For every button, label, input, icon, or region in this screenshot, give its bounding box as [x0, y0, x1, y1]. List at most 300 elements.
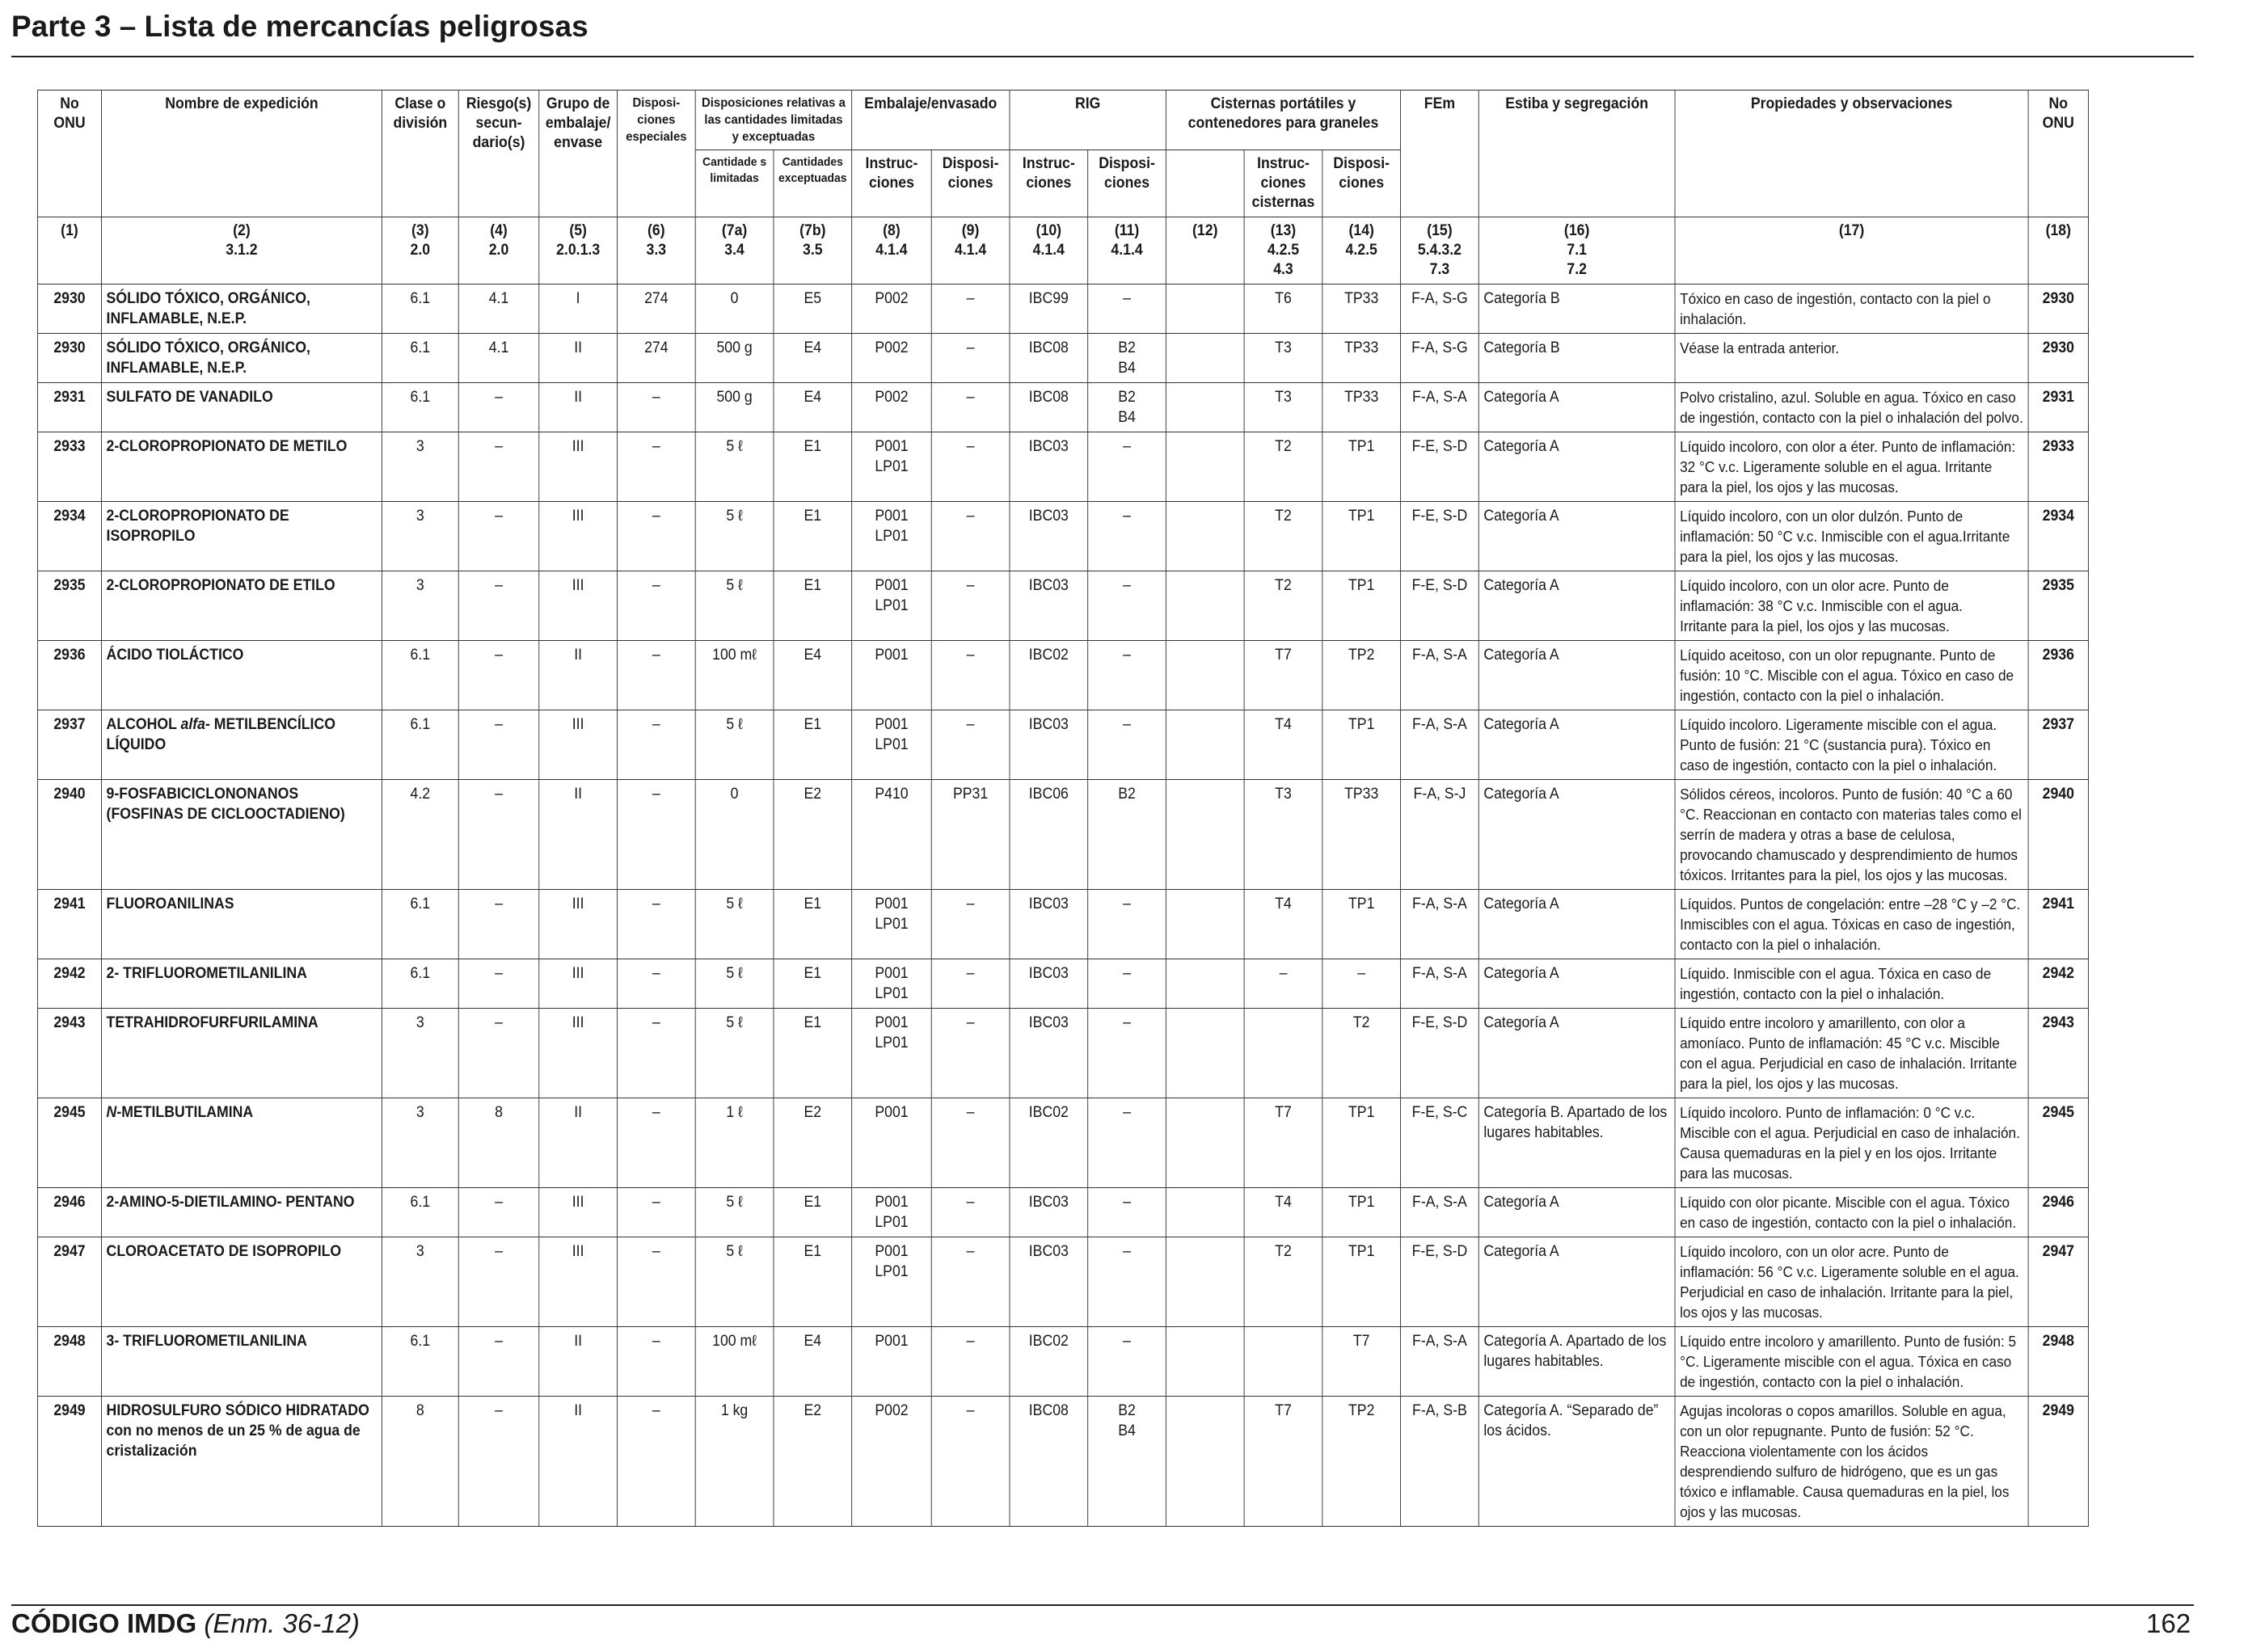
un-number-cell: 2948 — [37, 1327, 101, 1397]
excepted-quantity-cell: E4 — [774, 1327, 852, 1397]
column-12-cell — [1166, 1098, 1244, 1188]
tank-provision-cell: – — [1322, 959, 1401, 1009]
column-12-cell — [1166, 890, 1244, 959]
un-number-right-cell: 2945 — [2028, 1098, 2088, 1188]
shipping-name-cell: TETRAHIDROFURFURILAMINA — [102, 1009, 382, 1098]
header-7a: Cantidade s limitadas — [695, 150, 774, 217]
un-number-right-cell: 2947 — [2028, 1237, 2088, 1327]
ref-section: 2.0.1.3 — [556, 242, 601, 259]
excepted-quantity-cell: E1 — [774, 959, 852, 1009]
column-12-cell — [1166, 284, 1244, 334]
header-un-number-right: No ONU — [2028, 91, 2088, 217]
table-row — [37, 641, 2088, 710]
ref-section: 7.2 — [1567, 261, 1587, 278]
ems-cell: F-E, S-D — [1401, 502, 1479, 571]
properties-cell: Líquido incoloro, con olor a éter. Punto de inflamación: 32 °C v.c. Ligeramente soluble en el agua. Irritante para la piel, los ojos y las mucosas. — [1675, 432, 2028, 502]
ibc-instruction-cell: IBC02 — [1010, 1098, 1088, 1188]
header-limited-quantities: Disposiciones relativas a las cantidades limitadas y exceptuadas — [695, 91, 851, 150]
column-12-cell — [1166, 571, 1244, 641]
ems-cell: F-A, S-J — [1401, 780, 1479, 890]
subsidiary-risk-cell: – — [458, 1009, 539, 1098]
ref-cell — [1244, 217, 1322, 284]
un-number-cell: 2947 — [37, 1237, 101, 1327]
tank-provision-cell: TP33 — [1322, 334, 1401, 383]
limited-quantity-cell: 5 ℓ — [695, 890, 774, 959]
packing-instruction-cell: P001 LP01 — [852, 502, 932, 571]
excepted-quantity-cell: E1 — [774, 710, 852, 780]
special-provisions-cell: – — [617, 1188, 695, 1237]
ibc-instruction-cell: IBC02 — [1010, 641, 1088, 710]
packing-group-cell: II — [539, 1327, 618, 1397]
un-number-right-cell: 2940 — [2028, 780, 2088, 890]
packing-provision-cell: – — [931, 502, 1010, 571]
tank-instruction-cell: T2 — [1244, 1237, 1322, 1327]
ref-number: (2) — [233, 222, 251, 239]
tank-provision-cell: TP33 — [1322, 284, 1401, 334]
ibc-instruction-cell: IBC03 — [1010, 959, 1088, 1009]
ibc-provision-cell: B2 B4 — [1088, 383, 1166, 432]
properties-cell: Sólidos céreos, incoloros. Punto de fusión: 40 °C a 60 °C. Reaccionan en contacto con materias tales como el serrín de madera y otras a base de celulosa, provocando chamuscado y desprendimiento de humos tóxicos. Irritantes para la piel, los ojos y las mucosas. — [1675, 780, 2028, 890]
tank-provision-cell: TP1 — [1322, 432, 1401, 502]
class-cell: 3 — [382, 1009, 458, 1098]
ref-cell — [382, 217, 458, 284]
stowage-cell: Categoría A — [1478, 1237, 1675, 1327]
ibc-instruction-cell: IBC03 — [1010, 1009, 1088, 1098]
packing-provision-cell: – — [931, 890, 1010, 959]
ibc-provision-cell: – — [1088, 571, 1166, 641]
class-cell: 6.1 — [382, 959, 458, 1009]
packing-group-cell: I — [539, 284, 618, 334]
un-number-cell: 2930 — [37, 334, 101, 383]
properties-cell: Tóxico en caso de ingestión, contacto con la piel o inhalación. — [1675, 284, 2028, 334]
tank-instruction-cell: T2 — [1244, 432, 1322, 502]
ems-cell: F-A, S-G — [1401, 334, 1479, 383]
header-un-number: No ONU — [37, 91, 101, 217]
packing-provision-cell: PP31 — [931, 780, 1010, 890]
packing-provision-cell: – — [931, 710, 1010, 780]
column-12-cell — [1166, 334, 1244, 383]
title-divider — [11, 56, 2194, 57]
ems-cell: F-A, S-A — [1401, 1327, 1479, 1397]
packing-instruction-cell: P001 LP01 — [852, 432, 932, 502]
properties-cell: Líquido entre incoloro y amarillento, con olor a amoníaco. Punto de inflamación: 45 °C v.c. Miscible con el agua. Perjudicial en caso de inhalación. Irritante para la piel, los ojos y las mucosas. — [1675, 1009, 2028, 1098]
header-subsidiary-risk: Riesgo(s) secun-dario(s) — [458, 91, 539, 217]
un-number-cell: 2943 — [37, 1009, 101, 1098]
ref-cell — [1166, 217, 1244, 284]
ibc-instruction-cell: IBC06 — [1010, 780, 1088, 890]
packing-instruction-cell: P001 — [852, 641, 932, 710]
table-row — [37, 1009, 2088, 1098]
packing-provision-cell: – — [931, 383, 1010, 432]
class-cell: 6.1 — [382, 710, 458, 780]
ref-cell — [774, 217, 852, 284]
ref-cell — [1088, 217, 1166, 284]
ibc-provision-cell: – — [1088, 710, 1166, 780]
packing-instruction-cell: P001 LP01 — [852, 1237, 932, 1327]
ref-section: 3.4 — [724, 242, 744, 259]
shipping-name-cell: 2-CLOROPROPIONATO DE METILO — [102, 432, 382, 502]
column-12-cell — [1166, 1237, 1244, 1327]
packing-group-cell: II — [539, 383, 618, 432]
ibc-provision-cell: B2 B4 — [1088, 334, 1166, 383]
class-cell: 3 — [382, 432, 458, 502]
properties-cell: Líquido entre incoloro y amarillento. Punto de fusión: 5 °C. Ligeramente miscible con el agua. Tóxica en caso de ingestión, contacto con la piel o inhalación. — [1675, 1327, 2028, 1397]
page-title: Parte 3 – Lista de mercancías peligrosas — [11, 10, 588, 43]
subsidiary-risk-cell: – — [458, 1397, 539, 1527]
ref-cell — [695, 217, 774, 284]
packing-group-cell: III — [539, 1009, 618, 1098]
tank-instruction-cell: T4 — [1244, 890, 1322, 959]
column-12-cell — [1166, 502, 1244, 571]
un-number-cell: 2946 — [37, 1188, 101, 1237]
un-number-right-cell: 2931 — [2028, 383, 2088, 432]
special-provisions-cell: – — [617, 1397, 695, 1527]
subsidiary-risk-cell: – — [458, 959, 539, 1009]
tank-instruction-cell: T4 — [1244, 710, 1322, 780]
table-row — [37, 334, 2088, 383]
stowage-cell: Categoría A — [1478, 432, 1675, 502]
properties-cell: Líquidos. Puntos de congelación: entre –28 °C y –2 °C. Inmiscibles con el agua. Tóxicas en caso de ingestión, contacto con la piel o inhalación. — [1675, 890, 2028, 959]
excepted-quantity-cell: E4 — [774, 383, 852, 432]
column-12-cell — [1166, 959, 1244, 1009]
packing-provision-cell: – — [931, 1009, 1010, 1098]
excepted-quantity-cell: E1 — [774, 571, 852, 641]
ref-section: 4.2.5 — [1267, 242, 1300, 259]
ibc-instruction-cell: IBC08 — [1010, 383, 1088, 432]
shipping-name-cell: ALCOHOL alfa- METILBENCÍLICO LÍQUIDO — [102, 710, 382, 780]
class-cell: 6.1 — [382, 334, 458, 383]
reference-row — [37, 217, 2088, 284]
packing-provision-cell: – — [931, 571, 1010, 641]
table-row — [37, 1327, 2088, 1397]
subsidiary-risk-cell: 4.1 — [458, 284, 539, 334]
properties-cell: Líquido incoloro, con un olor dulzón. Punto de inflamación: 50 °C v.c. Inmiscible con el agua.Irritante para la piel, los ojos y las mucosas. — [1675, 502, 2028, 571]
packing-instruction-cell: P002 — [852, 383, 932, 432]
ref-section: 4.1.4 — [954, 242, 987, 259]
ems-cell: F-E, S-D — [1401, 571, 1479, 641]
ref-cell — [102, 217, 382, 284]
ibc-instruction-cell: IBC99 — [1010, 284, 1088, 334]
special-provisions-cell: – — [617, 502, 695, 571]
page-number: 162 — [2146, 1608, 2191, 1638]
tank-provision-cell: TP1 — [1322, 1098, 1401, 1188]
special-provisions-cell: – — [617, 1009, 695, 1098]
subsidiary-risk-cell: – — [458, 571, 539, 641]
tank-instruction-cell — [1244, 1327, 1322, 1397]
un-number-right-cell: 2941 — [2028, 890, 2088, 959]
limited-quantity-cell: 100 mℓ — [695, 641, 774, 710]
properties-cell: Líquido incoloro, con un olor acre. Punto de inflamación: 56 °C v.c. Ligeramente soluble en el agua. Perjudicial en caso de inhalación. Irritante para la piel, los ojos y las mucosas. — [1675, 1237, 2028, 1327]
packing-provision-cell: – — [931, 432, 1010, 502]
limited-quantity-cell: 5 ℓ — [695, 1009, 774, 1098]
table-row — [37, 1397, 2088, 1527]
un-number-right-cell: 2942 — [2028, 959, 2088, 1009]
ref-section: 2.0 — [488, 242, 509, 259]
limited-quantity-cell: 1 ℓ — [695, 1098, 774, 1188]
ibc-instruction-cell: IBC03 — [1010, 890, 1088, 959]
packing-provision-cell: – — [931, 1188, 1010, 1237]
shipping-name-cell: 3- TRIFLUOROMETILANILINA — [102, 1327, 382, 1397]
properties-cell: Líquido incoloro. Punto de inflamación: 0 °C v.c. Miscible con el agua. Perjudicial en caso de inhalación. Causa quemaduras en la piel y en los ojos. Irritante para las mucosas. — [1675, 1098, 2028, 1188]
ref-number: (18) — [2045, 222, 2072, 239]
column-12-cell — [1166, 383, 1244, 432]
ems-cell: F-E, S-D — [1401, 432, 1479, 502]
un-number-right-cell: 2949 — [2028, 1397, 2088, 1527]
header-9: Disposi-ciones — [931, 150, 1010, 217]
stowage-cell: Categoría B — [1478, 284, 1675, 334]
limited-quantity-cell: 0 — [695, 780, 774, 890]
tank-instruction-cell: T4 — [1244, 1188, 1322, 1237]
stowage-cell: Categoría A — [1478, 780, 1675, 890]
packing-instruction-cell: P001 LP01 — [852, 710, 932, 780]
un-number-right-cell: 2948 — [2028, 1327, 2088, 1397]
ems-cell: F-A, S-G — [1401, 284, 1479, 334]
ibc-provision-cell: B2 — [1088, 780, 1166, 890]
ref-cell — [617, 217, 695, 284]
special-provisions-cell: – — [617, 710, 695, 780]
tank-provision-cell: TP33 — [1322, 780, 1401, 890]
ems-cell: F-E, S-C — [1401, 1098, 1479, 1188]
ref-number: (7a) — [721, 222, 748, 239]
subsidiary-risk-cell: – — [458, 780, 539, 890]
packing-group-cell: II — [539, 641, 618, 710]
packing-instruction-cell: P001 LP01 — [852, 1009, 932, 1098]
ref-cell — [2028, 217, 2088, 284]
packing-instruction-cell: P001 — [852, 1327, 932, 1397]
ibc-provision-cell: – — [1088, 502, 1166, 571]
un-number-cell: 2931 — [37, 383, 101, 432]
header-shipping-name: Nombre de expedición — [102, 91, 382, 217]
stowage-cell: Categoría A — [1478, 710, 1675, 780]
packing-provision-cell: – — [931, 1397, 1010, 1527]
subsidiary-risk-cell: – — [458, 641, 539, 710]
tank-instruction-cell: T7 — [1244, 1397, 1322, 1527]
table-row — [37, 780, 2088, 890]
tank-instruction-cell: – — [1244, 959, 1322, 1009]
ibc-provision-cell: – — [1088, 1188, 1166, 1237]
packing-provision-cell: – — [931, 641, 1010, 710]
un-number-cell: 2934 — [37, 502, 101, 571]
un-number-right-cell: 2937 — [2028, 710, 2088, 780]
shipping-name-cell: 2-CLOROPROPIONATO DE ETILO — [102, 571, 382, 641]
excepted-quantity-cell: E4 — [774, 641, 852, 710]
ref-number: (15) — [1427, 222, 1453, 239]
shipping-name-cell: 2- TRIFLUOROMETILANILINA — [102, 959, 382, 1009]
ref-cell — [1322, 217, 1401, 284]
packing-group-cell: III — [539, 502, 618, 571]
special-provisions-cell: – — [617, 432, 695, 502]
tank-provision-cell: TP1 — [1322, 890, 1401, 959]
special-provisions-cell: – — [617, 959, 695, 1009]
header-class: Clase o división — [382, 91, 458, 217]
stowage-cell: Categoría A. “Separado de” los ácidos. — [1478, 1397, 1675, 1527]
subsidiary-risk-cell: – — [458, 1188, 539, 1237]
shipping-name-cell: 2-AMINO-5-DIETILAMINO- PENTANO — [102, 1188, 382, 1237]
special-provisions-cell: – — [617, 1098, 695, 1188]
special-provisions-cell: – — [617, 1237, 695, 1327]
special-provisions-cell: 274 — [617, 284, 695, 334]
stowage-cell: Categoría A — [1478, 959, 1675, 1009]
table-row — [37, 383, 2088, 432]
excepted-quantity-cell: E1 — [774, 1188, 852, 1237]
footer-amendment: (Enm. 36-12) — [204, 1608, 360, 1638]
column-12-cell — [1166, 1397, 1244, 1527]
header-row-1 — [37, 91, 2088, 150]
header-portable-tanks: Cisternas portátiles y contenedores para graneles — [1166, 91, 1400, 150]
header-13: Instruc-ciones cisternas — [1244, 150, 1322, 217]
ibc-instruction-cell: IBC08 — [1010, 334, 1088, 383]
subsidiary-risk-cell: – — [458, 432, 539, 502]
ref-number: (16) — [1563, 222, 1590, 239]
special-provisions-cell: – — [617, 890, 695, 959]
un-number-right-cell: 2933 — [2028, 432, 2088, 502]
tank-instruction-cell: T3 — [1244, 334, 1322, 383]
packing-instruction-cell: P002 — [852, 284, 932, 334]
packing-instruction-cell: P001 LP01 — [852, 890, 932, 959]
packing-provision-cell: – — [931, 334, 1010, 383]
limited-quantity-cell: 0 — [695, 284, 774, 334]
ibc-instruction-cell: IBC03 — [1010, 432, 1088, 502]
un-number-cell: 2940 — [37, 780, 101, 890]
properties-cell: Líquido aceitoso, con un olor repugnante. Punto de fusión: 10 °C. Miscible con el agua. Tóxico en caso de ingestión, contacto con la piel o inhalación. — [1675, 641, 2028, 710]
ref-number: (10) — [1036, 222, 1062, 239]
limited-quantity-cell: 5 ℓ — [695, 959, 774, 1009]
subsidiary-risk-cell: 4.1 — [458, 334, 539, 383]
special-provisions-cell: – — [617, 780, 695, 890]
un-number-cell: 2941 — [37, 890, 101, 959]
stowage-cell: Categoría A — [1478, 890, 1675, 959]
limited-quantity-cell: 5 ℓ — [695, 1237, 774, 1327]
tank-instruction-cell: T2 — [1244, 502, 1322, 571]
ref-cell — [931, 217, 1010, 284]
ref-number: (4) — [490, 222, 508, 239]
special-provisions-cell: – — [617, 1327, 695, 1397]
ref-section: 3.5 — [803, 242, 823, 259]
class-cell: 6.1 — [382, 1327, 458, 1397]
ibc-instruction-cell: IBC03 — [1010, 502, 1088, 571]
stowage-cell: Categoría A — [1478, 641, 1675, 710]
packing-instruction-cell: P410 — [852, 780, 932, 890]
class-cell: 6.1 — [382, 383, 458, 432]
stowage-cell: Categoría A — [1478, 1188, 1675, 1237]
class-cell: 3 — [382, 1098, 458, 1188]
table-row — [37, 432, 2088, 502]
packing-group-cell: III — [539, 710, 618, 780]
header-packaging: Embalaje/envasado — [852, 91, 1010, 150]
un-number-cell: 2930 — [37, 284, 101, 334]
packing-group-cell: II — [539, 1098, 618, 1188]
packing-instruction-cell: P001 LP01 — [852, 1188, 932, 1237]
stowage-cell: Categoría A. Apartado de los lugares habitables. — [1478, 1327, 1675, 1397]
ems-cell: F-A, S-A — [1401, 890, 1479, 959]
ref-number: (17) — [1838, 222, 1865, 239]
ref-section: 4.1.4 — [1111, 242, 1143, 259]
ref-section: 4.3 — [1273, 261, 1293, 278]
un-number-right-cell: 2935 — [2028, 571, 2088, 641]
ibc-instruction-cell: IBC03 — [1010, 1188, 1088, 1237]
un-number-cell: 2949 — [37, 1397, 101, 1527]
ref-cell — [1401, 217, 1479, 284]
tank-instruction-cell: T3 — [1244, 780, 1322, 890]
stowage-cell: Categoría A — [1478, 383, 1675, 432]
packing-group-cell: III — [539, 890, 618, 959]
ref-number: (7b) — [799, 222, 826, 239]
packing-provision-cell: – — [931, 284, 1010, 334]
tank-instruction-cell: T2 — [1244, 571, 1322, 641]
ref-number: (12) — [1192, 222, 1218, 239]
ems-cell: F-E, S-D — [1401, 1009, 1479, 1098]
packing-group-cell: II — [539, 1397, 618, 1527]
packing-group-cell: II — [539, 334, 618, 383]
tank-instruction-cell — [1244, 1009, 1322, 1098]
subsidiary-risk-cell: – — [458, 1327, 539, 1397]
ems-cell: F-A, S-B — [1401, 1397, 1479, 1527]
packing-provision-cell: – — [931, 1098, 1010, 1188]
tank-provision-cell: TP2 — [1322, 641, 1401, 710]
un-number-right-cell: 2946 — [2028, 1188, 2088, 1237]
class-cell: 4.2 — [382, 780, 458, 890]
subsidiary-risk-cell: 8 — [458, 1098, 539, 1188]
excepted-quantity-cell: E1 — [774, 890, 852, 959]
tank-provision-cell: TP1 — [1322, 710, 1401, 780]
table-row — [37, 959, 2088, 1009]
header-properties: Propiedades y observaciones — [1675, 91, 2028, 217]
ref-cell — [1478, 217, 1675, 284]
excepted-quantity-cell: E1 — [774, 502, 852, 571]
column-12-cell — [1166, 1188, 1244, 1237]
packing-group-cell: II — [539, 780, 618, 890]
tank-instruction-cell: T7 — [1244, 641, 1322, 710]
un-number-cell: 2933 — [37, 432, 101, 502]
ref-section: 4.2.5 — [1345, 242, 1377, 259]
header-14: Disposi-ciones — [1322, 150, 1401, 217]
ibc-instruction-cell: IBC08 — [1010, 1397, 1088, 1527]
special-provisions-cell: – — [617, 383, 695, 432]
properties-cell: Líquido incoloro, con un olor acre. Punto de inflamación: 38 °C v.c. Inmiscible con el agua. Irritante para la piel, los ojos y las mucosas. — [1675, 571, 2028, 641]
stowage-cell: Categoría B — [1478, 334, 1675, 383]
header-10: Instruc-ciones — [1010, 150, 1088, 217]
un-number-cell: 2937 — [37, 710, 101, 780]
limited-quantity-cell: 5 ℓ — [695, 432, 774, 502]
excepted-quantity-cell: E1 — [774, 1009, 852, 1098]
subsidiary-risk-cell: – — [458, 1237, 539, 1327]
shipping-name-cell: 2-CLOROPROPIONATO DE ISOPROPILO — [102, 502, 382, 571]
shipping-name-cell: CLOROACETATO DE ISOPROPILO — [102, 1237, 382, 1327]
shipping-name-cell: FLUOROANILINAS — [102, 890, 382, 959]
ref-number: (5) — [569, 222, 587, 239]
stowage-cell: Categoría A — [1478, 1009, 1675, 1098]
packing-group-cell: III — [539, 1237, 618, 1327]
ref-cell — [539, 217, 618, 284]
properties-cell: Véase la entrada anterior. — [1675, 334, 2028, 383]
header-12 — [1166, 150, 1244, 217]
table-row — [37, 1188, 2088, 1237]
subsidiary-risk-cell: – — [458, 383, 539, 432]
packing-instruction-cell: P002 — [852, 1397, 932, 1527]
limited-quantity-cell: 5 ℓ — [695, 710, 774, 780]
ref-section: 3.1.2 — [226, 242, 258, 259]
class-cell: 3 — [382, 1237, 458, 1327]
properties-cell: Líquido con olor picante. Miscible con el agua. Tóxico en caso de ingestión, contacto con la piel o inhalación. — [1675, 1188, 2028, 1237]
un-number-cell: 2942 — [37, 959, 101, 1009]
footer-code-name: CÓDIGO IMDG — [11, 1608, 197, 1638]
stowage-cell: Categoría B. Apartado de los lugares habitables. — [1478, 1098, 1675, 1188]
header-packing-group: Grupo de embalaje/ envase — [539, 91, 618, 217]
ibc-provision-cell: – — [1088, 284, 1166, 334]
packing-provision-cell: – — [931, 959, 1010, 1009]
ems-cell: F-A, S-A — [1401, 383, 1479, 432]
class-cell: 8 — [382, 1397, 458, 1527]
